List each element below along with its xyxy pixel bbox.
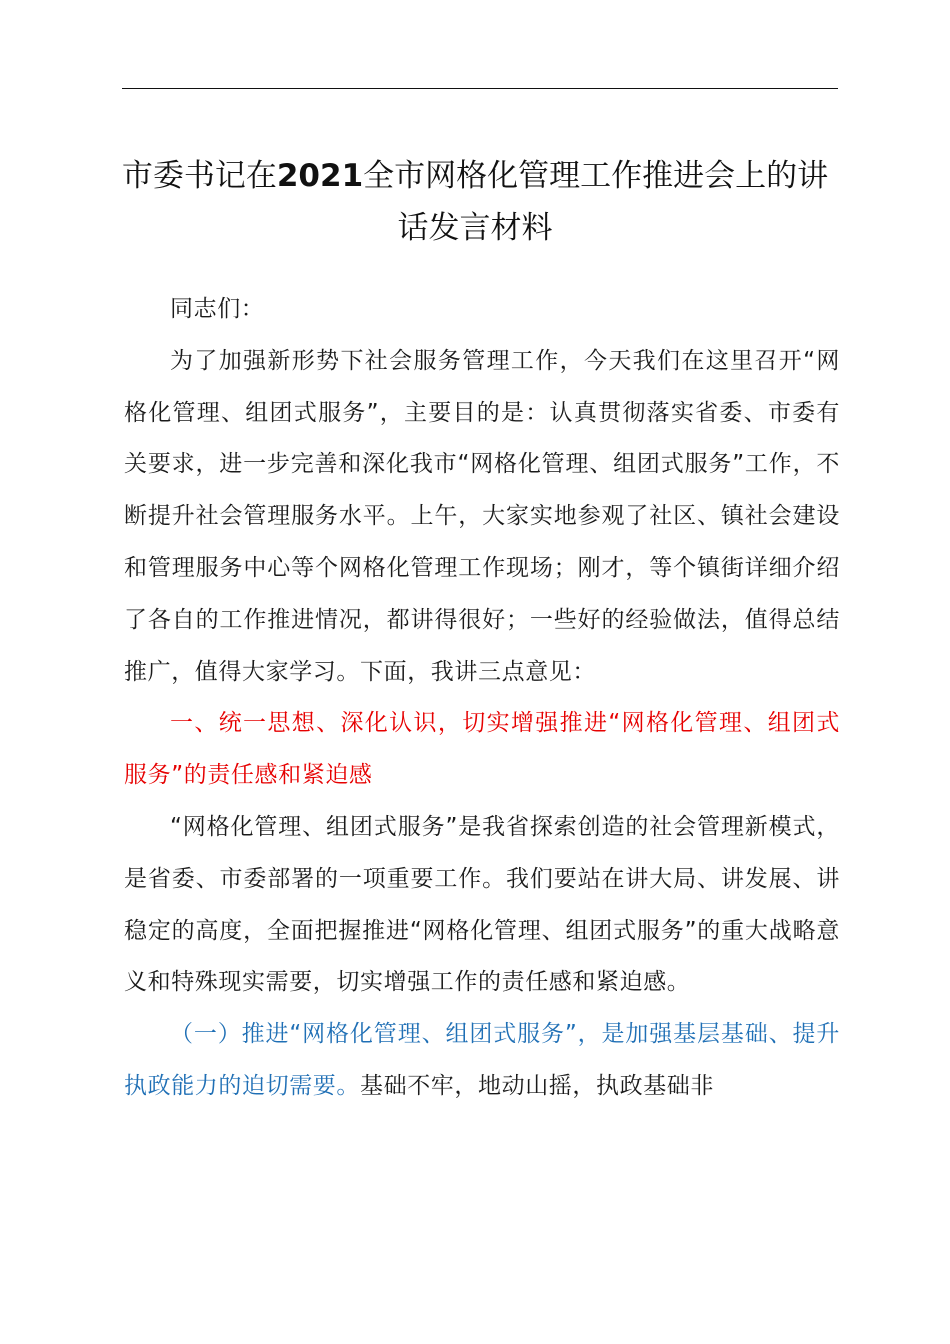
subsection-1-text: 基础不牢，地动山摇，执政基础非 — [360, 1072, 714, 1099]
document-title — [110, 150, 840, 254]
title-part2: 全市网格化管理工作推进会上的讲话发言材料 — [363, 158, 829, 246]
title-part1: 市委书记在 — [121, 158, 277, 194]
greeting-paragraph: 同志们： — [170, 296, 265, 322]
intro-paragraph: 为了加强新形势下社会服务管理工作，今天我们在这里召开“网格化管理、组团式服务”，主要目的是：认真贯彻落实省委、市委有关要求，进一步完善和深化我市“网格化管理、组团式服务”工作，不断提升社会管理服务水平。上午，大家实地参观了社区、镇社会建设和管理服务中心等个网格化管理工作现场；刚才，等个镇街详细介绍了各自的工作推进情况，都讲得很好；一些好的经验做法，值得总结推广，值得大家学习。下面，我讲三点意见： — [124, 347, 840, 685]
section-1-paragraph: “网格化管理、组团式服务”是我省探索创造的社会管理新模式，是省委、市委部署的一项重要工作。我们要站在讲大局、讲发展、讲稳定的高度，全面把握推进“网格化管理、组团式服务”的重大战略意义和特殊现实需要，切实增强工作的责任感和紧迫感。 — [124, 813, 840, 996]
header-rule — [122, 88, 838, 89]
subsection-1-paragraph — [124, 1009, 840, 1113]
title-year: 2021 — [276, 158, 364, 194]
section-heading-1: 一、统一思想、深化认识，切实增强推进“网格化管理、组团式服务”的责任感和紧迫感 — [124, 710, 840, 789]
subsection-heading-1: （一）推进“网格化管理、组团式服务”，是加强基层基础、提升执政能力的迫切需要。 — [124, 1021, 840, 1099]
document-body — [124, 284, 840, 1113]
